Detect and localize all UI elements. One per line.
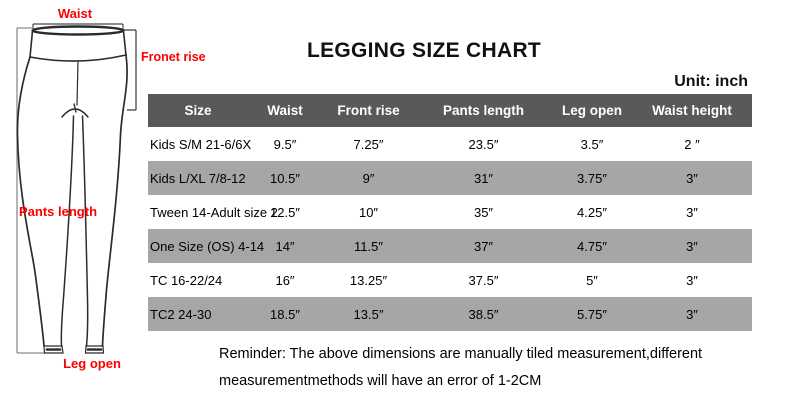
waist-height-cell: 2 ″ [684, 136, 700, 152]
pants-length-cell: 37″ [473, 238, 494, 254]
waist-cell: 16″ [275, 272, 295, 288]
table-row [148, 297, 752, 331]
size-cell: One Size (OS) 4-14 [150, 238, 265, 254]
col-header-front-rise: Front rise [322, 94, 415, 127]
front-rise-cell: 7.25″ [353, 136, 384, 152]
leg-open-cell: 4.75″ [577, 238, 607, 254]
col-header-size: Size [148, 94, 248, 127]
reminder-line1: Reminder: The above dimensions are manually tiled measurement,different [219, 346, 703, 362]
waist-cell: 10.5″ [270, 170, 300, 186]
waist-height-cell: 3″ [686, 238, 698, 254]
front-rise-bracket [124, 30, 136, 110]
size-cell: TC 16-22/24 [150, 272, 223, 288]
pants-length-cell: 38.5″ [468, 306, 499, 322]
size-cell: Kids L/XL 7/8-12 [150, 170, 246, 186]
waist-height-cell: 3″ [686, 306, 698, 322]
front-rise-cell: 10″ [358, 204, 379, 220]
front-rise-cell: 13.5″ [353, 306, 384, 322]
waist-measure-label: Waist [57, 6, 93, 21]
leg-open-measure-label: Leg open [63, 356, 121, 371]
table-row [148, 229, 752, 263]
table-row [148, 127, 752, 161]
leg-open-cell: 3.5″ [580, 136, 604, 152]
waist-height-cell: 3″ [686, 204, 698, 220]
col-header-pants-length: Pants length [415, 94, 552, 127]
pants-length-measure-label: Pants length [19, 204, 98, 219]
waist-cell: 14″ [275, 238, 295, 254]
waist-cell: 12.5″ [270, 204, 300, 220]
waist-height-cell: 3″ [686, 170, 698, 186]
size-cell: Tween 14-Adult size 2 [150, 204, 278, 220]
size-table [148, 94, 752, 331]
unit-label: Unit: inch [674, 73, 748, 90]
col-header-waist: Waist [248, 94, 322, 127]
table-row [148, 161, 752, 195]
size-cell: Kids S/M 21-6/6X [150, 136, 252, 152]
table-row [148, 195, 752, 229]
leg-open-cell: 4.25″ [577, 204, 607, 220]
front-rise-measure-label: Fronet rise [141, 50, 206, 64]
front-rise-cell: 9″ [362, 170, 375, 186]
pants-length-cell: 37.5″ [468, 272, 499, 288]
size-cell: TC2 24-30 [150, 306, 212, 322]
waist-cell: 9.5″ [273, 136, 297, 152]
col-header-leg-open: Leg open [552, 94, 632, 127]
waist-cell: 18.5″ [270, 306, 300, 322]
table-row [148, 263, 752, 297]
front-rise-cell: 13.25″ [349, 272, 388, 288]
waist-height-cell: 3″ [686, 272, 698, 288]
leg-open-cell: 5″ [586, 272, 598, 288]
pants-length-cell: 31″ [473, 170, 494, 186]
col-header-waist-height: Waist height [632, 94, 752, 127]
leg-open-cell: 5.75″ [577, 306, 607, 322]
reminder-note [219, 341, 702, 395]
table-header-row [148, 94, 752, 127]
leggings-outline [17, 27, 127, 354]
front-rise-cell: 11.5″ [354, 238, 383, 254]
leg-open-cell: 3.75″ [577, 170, 607, 186]
reminder-line2: measurementmethods will have an error of 1-2CM [219, 373, 542, 389]
page-title: LEGGING SIZE CHART [306, 39, 542, 62]
pants-length-cell: 23.5″ [468, 136, 499, 152]
pants-length-cell: 35″ [473, 204, 494, 220]
